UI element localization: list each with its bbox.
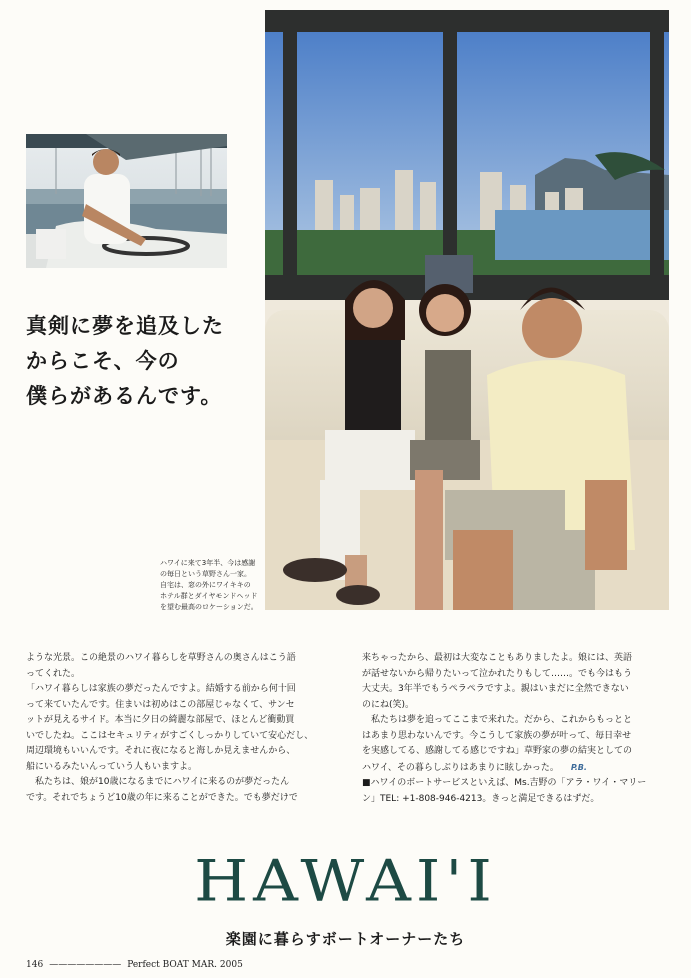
body-line: 来ちゃったから、最初は大変なこともありましたよ。娘には、英語 — [362, 653, 633, 663]
headline-line: 僕らがあるんです。 — [26, 383, 223, 408]
body-line: です。それでちょうど10歳の年に来ることができた。でも夢だけで — [26, 792, 298, 803]
body-line: のにね(笑)。 — [362, 699, 415, 710]
body-line: ットが見えるサイド。本当に夕日の綺麗な部屋で、ほとんど衝動買 — [26, 715, 295, 725]
caption-line: ハワイに来て3年半、今は感謝 — [160, 559, 256, 567]
body-line: 船にいるみたいんっていう人もいますよ。 — [26, 761, 198, 772]
body-line: ■ハワイのボートサービスといえば、Ms.吉野の「アラ・ワイ・マリー — [362, 778, 647, 788]
body-line: ン」TEL: +1-808-946-4213。きっと満足できるはずだ。 — [362, 793, 600, 804]
boat-helm-illustration — [26, 134, 227, 268]
body-line: を実感してる、感謝してる感じですね」草野家の夢の結実としての — [362, 746, 633, 756]
body-line: って来ていたんです。住まいは初めはこの部屋じゃなくて、サンセ — [26, 699, 295, 710]
magazine-name: Perfect BOAT MAR. 2005 — [127, 960, 243, 970]
boat-helm-photo — [26, 134, 227, 268]
section-title: HAWAI'I — [194, 846, 497, 915]
caption-line: 自宅は、窓の外にワイキキの — [160, 581, 251, 589]
page-footer — [26, 960, 249, 970]
headline-line: 真剣に夢を追及した — [26, 313, 224, 338]
author-signature: P.B. — [570, 762, 587, 772]
body-line: ような光景。この絶景のハワイ暮らしを草野さんの奥さんはこう語 — [26, 653, 296, 663]
body-line-text: ハワイ、その暮らしぶりはあまりに眩しかった。 — [362, 762, 559, 773]
family-window-photo — [265, 10, 669, 610]
photo-caption — [160, 558, 270, 613]
body-line: 周辺環境もいいんです。それに夜になると海しか見えませんから、 — [26, 746, 296, 756]
caption-line: の毎日という草野さん一家。 — [160, 570, 251, 578]
body-right-column — [362, 651, 672, 807]
body-line: 「ハワイ暮らしは家族の夢だったんですよ。結婚する前から何十回 — [26, 684, 296, 694]
body-line: ってくれた。 — [26, 668, 81, 679]
body-line: が話せないから帰りたいって泣かれたりもして……。でも今はもう — [362, 668, 633, 679]
page-number: 146 — [26, 960, 44, 970]
caption-line: を望む最高のロケーションだ。 — [160, 603, 258, 611]
caption-line: ホテル群とダイヤモンドヘッド — [160, 592, 258, 600]
body-line: 私たちは、娘が10歳になるまでにハワイに来るのが夢だったん — [35, 777, 290, 787]
headline — [26, 308, 262, 413]
body-left-column — [26, 651, 346, 806]
body-line — [362, 760, 672, 777]
body-line: 大丈夫。3年半でもうペラペラですよ。親はいまだに全然できない — [362, 684, 629, 694]
body-line: 私たちは夢を追ってここまで来れた。だから、これからもっとと — [371, 715, 633, 725]
section-subtitle: 楽園に暮らすボートオーナーたち — [225, 930, 466, 948]
family-window-illustration — [265, 10, 669, 610]
body-line: いでしたね。ここはセキュリティがすごくしっかりしていて安心だし、 — [26, 730, 314, 741]
footer-rule: ———————— — [49, 960, 122, 970]
body-line: はあまり思わないんです。今こうして家族の夢が叶って、毎日幸せ — [362, 730, 632, 741]
headline-line: からこそ、今の — [26, 348, 180, 373]
